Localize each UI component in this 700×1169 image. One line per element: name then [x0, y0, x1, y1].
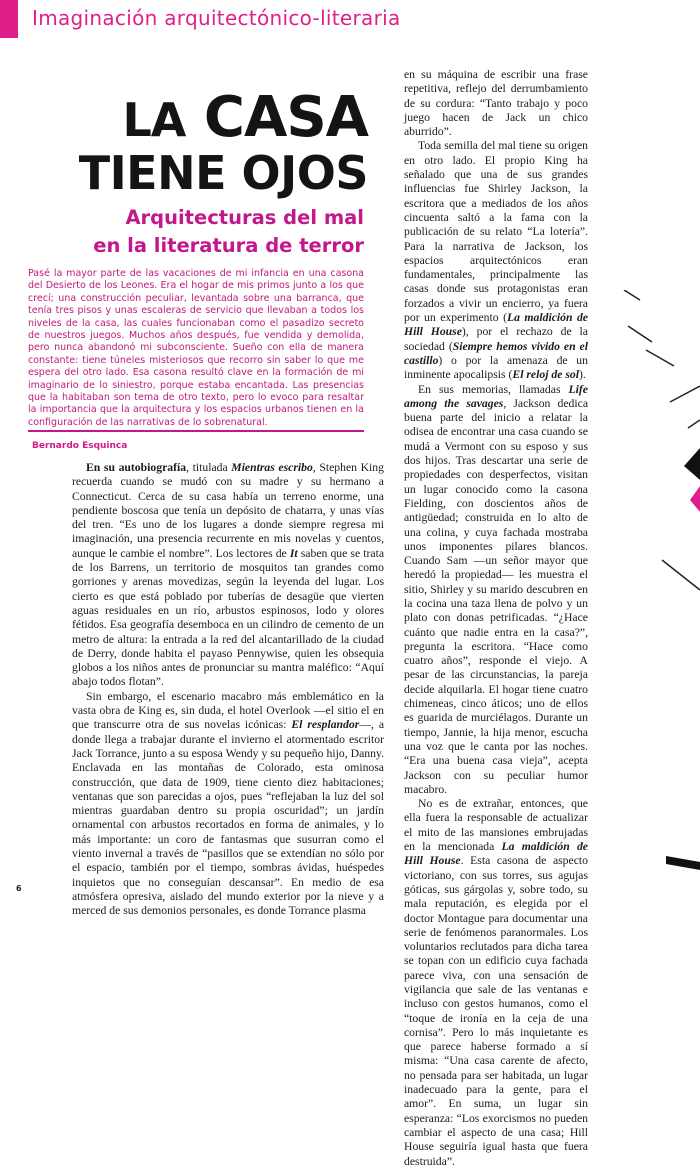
text-run: Toda semilla del mal tiene su origen en otro lado. El propio King ha señalado que una de sus grandes influencias fue Shirley Jackson, la escritora que a mediados de los años cincuenta saltó a la fama con la publicación de su relato “La lotería”. Para la narrativa de Jackson, los espacios arquitectónicos eran fundamentales, principalmente las casas donde sus protagonistas eran forzados a vivir un encierro, ya fuera por un experimento (	[404, 139, 588, 325]
text-run: En sus memorias, llamadas	[418, 382, 569, 396]
text-run: saben que se trata de los Barrens, un territorio de mosquitos tan grandes como gorriones y arenas movedizas, según la leyenda del lugar. Los cierto es que está poblado por tuberías de desagüe que vierten aguas residuales en un río, arbustos espinosos, lodo y olores fétidos. Esa geografía desemboca en un cilindro de cemento de un metro de altura: la entrada a la red del alcantarillado de la ciudad de Derry, donde habita el payaso Pennywise, quien les obsequia globos a los niños antes de pronunciar su mantra maléfico: “Aquí abajo todos flotan”.	[72, 546, 385, 689]
text-run: ), por el rechazo de la sociedad (	[404, 325, 588, 353]
text-run: , Stephen King recuerda cuando se mudó con su madre y su hermano a Connecticut. Cerca de su casa había un terreno enorme, una pendiente boscosa que tenía un depósito de chatarra, y unas vías del tren. “Es uno de los lugares a donde siempre regresa mi imaginación, una presencia recurrente en mis novelas y cuentos, aunque le cambie el nombre”. Los lectores de	[72, 461, 384, 560]
headline-line-2: TIENE OJOS	[78, 146, 368, 200]
lead-in: En su autobiografía	[86, 461, 187, 474]
text-run: ).	[578, 368, 586, 382]
roof-line	[646, 350, 674, 366]
body-paragraph-continued: en su máquina de escribir una frase repetitiva, reflejo del derrumbamiento de su cordura: “Tanto trabajo y poco juego hacen de Jack un chico aburrido”.	[404, 68, 588, 139]
intro-paragraph: Pasé la mayor parte de las vacaciones de mi infancia en una casona del Desierto de los Leones. Era el hogar de mis primos junto a los que crecí; una construcción peculiar, levantada sobre una barranca, que tenía tres pisos y unas escaleras de servicio que llevaban a todos los niveles de la casa, las cuales funcionaban como el pasadizo secreto de nuestros juegos. Muchos años después, fue vendida y demolida, pero nunca abandonó mi subconsciente. Sueño con ella de manera constante: tiene túneles misteriosos que recorro sin saber lo que me espera del otro lado. Esa casona resultó clave en la formación de mi imaginario de lo siniestro, porque estaba encantada. Las presencias que la habitaban son tema de otro texto, pero lo evoco para resaltar la importancia que la arquitectura y los espacios urbanos tienen en la configuración de las narrativas de lo sobrenatural.	[28, 268, 364, 428]
accent-shape	[690, 486, 700, 512]
book-title: Mientras escribo	[231, 461, 313, 474]
subtitle-line-2: en la literatura de terror	[93, 234, 364, 257]
book-title: El resplandor	[291, 718, 360, 732]
roof-line	[628, 326, 652, 342]
byline-divider	[28, 430, 364, 432]
body-paragraph	[404, 139, 588, 382]
text-run: Sin embargo, el escenario macabro más emblemático en la vasta obra de King es, sin duda, el hotel Overlook —el sitio el en que transcurre otra de sus novelas icónicas:	[72, 689, 384, 732]
text-run: —, a donde llega a trabajar durante el invierno el atormentado escritor Jack Torrance, junto a su esposa Wendy y su pequeño hijo, Danny. Enclavada en las montañas de Colorado, esta ominosa construcción, que data de 1909, tiene ciento diez habitaciones; ventanas que son parecidas a ojos, pues “reflejaban la luz del sol mientras guardaban dentro su propia oscuridad”; un jardín ornamental con arbustos recortados en forma de animales, y lo más importante: un coro de fantasmas que susurran como el viento invernal a través de “pasillos que se extendían no sólo por el espacio, también por el tiempo, sombras ávidas, huéspedes inquietos que no conseguían descansar”. En medio de esa atmósfera opresiva, aislado del mundo exterior por la nieve y a merced de sus demonios personales, es donde Torrance plasma	[72, 718, 385, 918]
page-number: 6	[16, 884, 22, 893]
roof-line	[688, 420, 700, 428]
text-run: . Esta casona de aspecto victoriano, con sus torres, sus agujas góticas, sus gárgolas y, sobre todo, su mala reputación, es elegida por el doctor Montague para documentar una serie de fenómenos paranormales. Los voluntarios reclutados para dicha tarea se topan con un edificio cuya fachada parece viva, con una sensación de vigilancia que sale de las ventanas e incluso con gestos humanos, como el “toque de ironía en la ceja de una cornisa”. Pero lo más inquietante es que parece haberse formado a sí misma: “Una casa carente de afecto, no pensada para ser habitada, un lugar inadecuado para la gente, para el amor”. En suma, un lugar sin esperanza: “Los exorcismos no pueden cambiar el aspecto de una casa; Hill House seguiría igual hasta que fuera destruida”.	[404, 854, 588, 1168]
roof-line	[662, 560, 700, 590]
text-run: , titulada	[186, 461, 232, 474]
body-paragraph	[72, 690, 384, 919]
body-column-left	[72, 461, 384, 919]
book-title: It	[289, 546, 298, 560]
author-byline: Bernardo Esquinca	[32, 441, 128, 451]
base-shape	[666, 856, 700, 870]
subtitle-line-1: Arquitecturas del mal	[125, 206, 364, 229]
section-title: Imaginación arquitectónico-literaria	[32, 6, 401, 30]
article-subtitle	[28, 204, 364, 260]
headline-la: LA	[122, 93, 186, 147]
book-title: El reloj de sol	[512, 368, 579, 382]
body-paragraph	[404, 383, 588, 798]
roof-line	[670, 386, 700, 402]
gable-shape	[684, 448, 700, 480]
book-title: Siempre hemos vivido en el castillo	[404, 339, 588, 367]
text-run: ) o por la amenaza de un inminente apocalipsis (	[404, 353, 588, 382]
section-color-tab	[0, 0, 18, 38]
book-title: Life among the savages	[404, 382, 588, 410]
text-run: No es de extrañar, entonces, que ella fuera la responsable de actualizar el mito de las mansiones embrujadas en la mencionada	[404, 797, 588, 854]
text-run: , Jackson dedica buena parte del inicio a relatar la odisea de encontrar una casa cuando se mudá a Vermont con su esposo y sus dos hijos. Tras descartar una serie de propiedades con desperfectos, visitan un lugar conocido como la casona Fielding, con doscientos años de antigüedad; construida en lo alto de una colina, y cuya fachada mostraba unos imponentes pilares blancos. Cuando Sam —un señor mayor que heredó la propiedad— les muestra el sitio, Shirley y su marido descubren en la cocina una taza llena de polvo y un plato con donas petrificadas. “¿Hace cuánto que nadie entra en la casa?”, pregunta la escritora. “Hace como cuatro años”, responde el viejo. A pesar de las circunstancias, la pareja decide alquilarla. El hogar tiene cuatro chimeneas, cinco áticos; uno de ellos es guarida de murciélagos. Durante un tiempo, Jannie, la hija menor, escucha una voz que le canta por las noches. “Era una buena casa vieja”, acepta Jackson con su peculiar humor macabro.	[404, 396, 589, 796]
article-headline	[28, 85, 368, 200]
roof-line	[624, 290, 640, 300]
book-title: La maldición de Hill House	[404, 840, 588, 868]
house-illustration-fragment	[590, 290, 700, 904]
body-paragraph	[404, 797, 588, 1169]
book-title: La maldición de Hill House	[404, 311, 588, 339]
body-column-right	[404, 68, 588, 1169]
body-paragraph	[72, 461, 384, 690]
headline-line-1	[28, 85, 368, 150]
headline-casa: CASA	[203, 85, 368, 150]
